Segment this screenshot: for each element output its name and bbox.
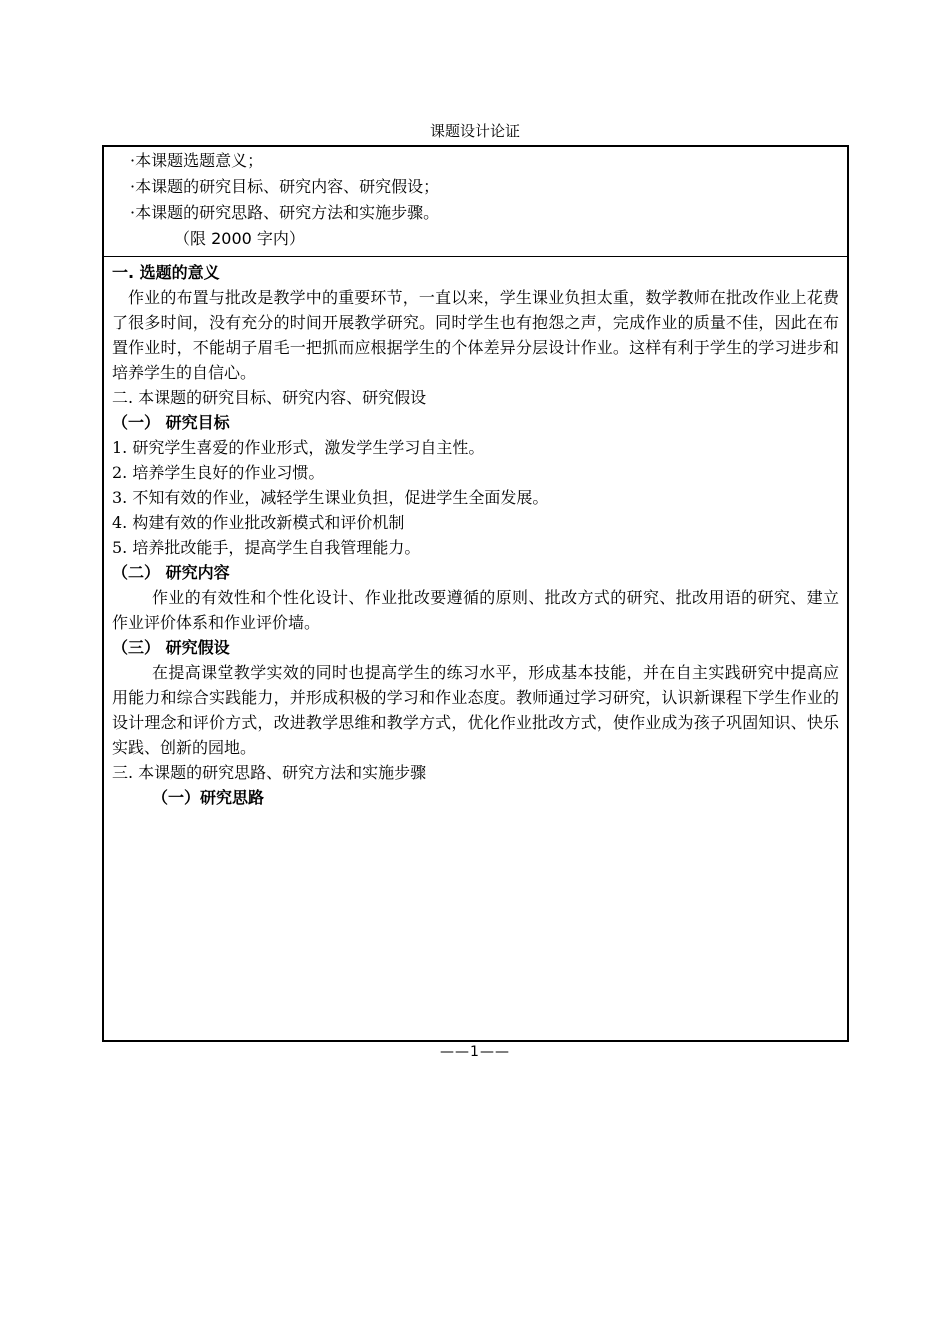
instruction-line: ·本课题选题意义；: [130, 151, 264, 170]
section3-heading: 三. 本课题的研究思路、研究方法和实施步骤: [112, 763, 427, 782]
goal-item: 1. 研究学生喜爱的作业形式，激发学生学习自主性。: [112, 438, 485, 457]
section1-heading: 一. 选题的意义: [112, 263, 220, 282]
goal-item: 3. 不知有效的作业，减轻学生课业负担，促进学生全面发展。: [112, 488, 549, 507]
section1-paragraph: 作业的布置与批改是教学中的重要环节，一直以来，学生课业负担太重，数学教师在批改作业上花费了很多时间，没有充分的时间开展教学研究。同时学生也有抱怨之声，完成作业的质量不佳，因此在布置作业时，不能胡子眉毛一把抓而应根据学生的个体差异分层设计作业。这样有利于学生的学习进步和培养学生的自信心。: [112, 288, 839, 382]
instruction-line: ·本课题的研究目标、研究内容、研究假设；: [130, 177, 440, 196]
content-heading: （二） 研究内容: [112, 563, 230, 582]
page-title: 课题设计论证: [429, 122, 520, 140]
word-limit-note: （限 2000 字内）: [174, 229, 305, 248]
instructions-cell: [104, 147, 847, 257]
hypothesis-heading: （三） 研究假设: [112, 638, 230, 657]
page-number: ——1——: [440, 1044, 510, 1060]
section3-subheading: （一）研究思路: [152, 788, 265, 807]
goal-item: 5. 培养批改能手，提高学生自我管理能力。: [112, 538, 421, 557]
hypothesis-paragraph: 在提高课堂教学实效的同时也提高学生的练习水平，形成基本技能，并在自主实践研究中提高应用能力和综合实践能力，并形成积极的学习和作业态度。教师通过学习研究，认识新课程下学生作业的设计理念和评价方式，改进教学思维和教学方式，优化作业批改方式，使作业成为孩子巩固知识、快乐实践、创新的园地。: [112, 663, 839, 757]
goals-heading: （一） 研究目标: [112, 413, 230, 432]
goal-item: 4. 构建有效的作业批改新模式和评价机制: [112, 513, 405, 532]
goal-item: 2. 培养学生良好的作业习惯。: [112, 463, 325, 482]
content-paragraph: 作业的有效性和个性化设计、作业批改要遵循的原则、批改方式的研究、批改用语的研究、建立作业评价体系和作业评价墙。: [112, 588, 839, 632]
instruction-line: ·本课题的研究思路、研究方法和实施步骤。: [130, 203, 440, 222]
content-cell: [104, 260, 847, 810]
section2-heading: 二. 本课题的研究目标、研究内容、研究假设: [112, 388, 427, 407]
form-table: [102, 145, 849, 1042]
